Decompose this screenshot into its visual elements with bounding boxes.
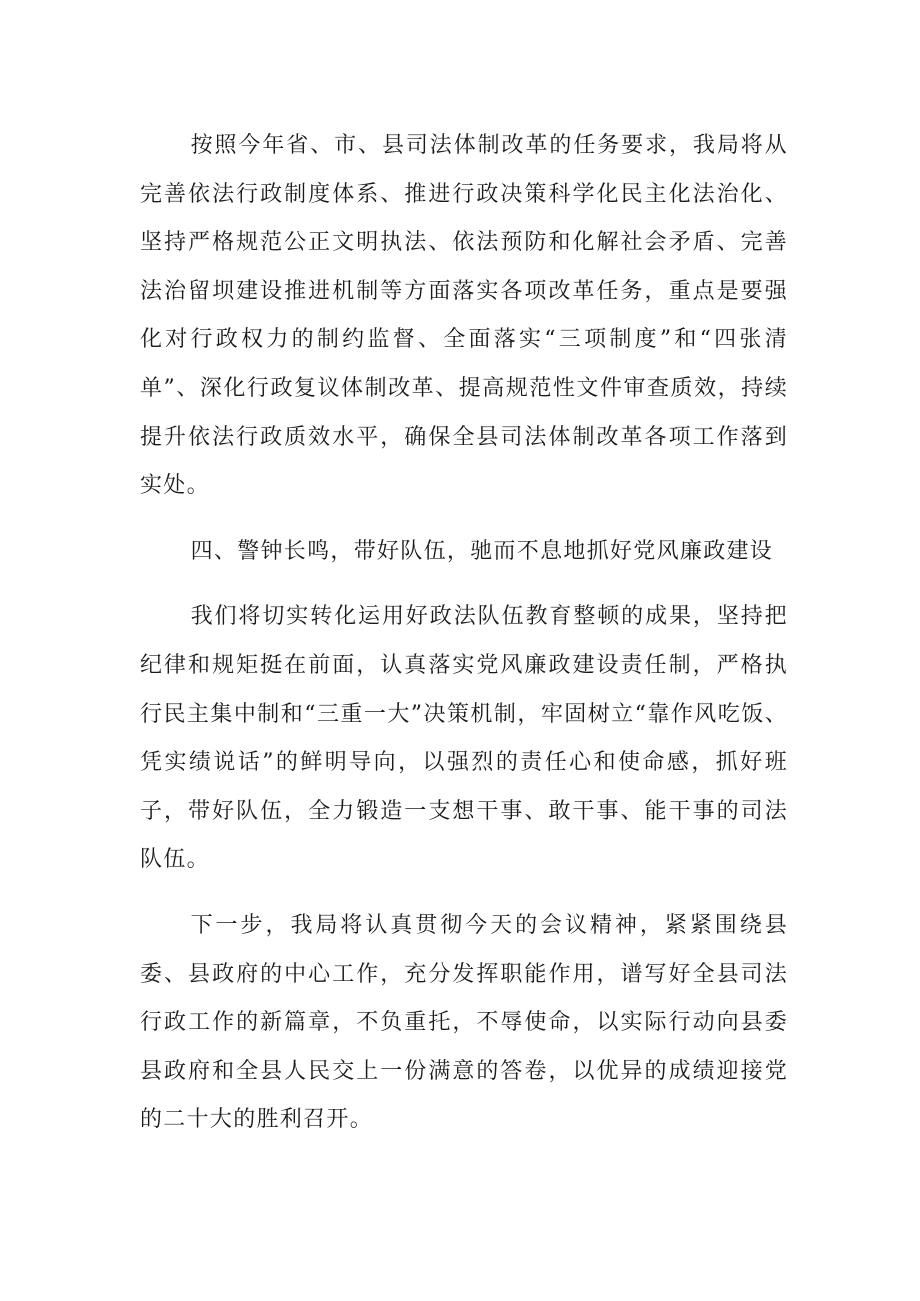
paragraph-team-discipline: 我们将切实转化运用好政法队伍教育整顿的成果，坚持把纪律和规矩挺在前面，认真落实党风廉政建设责任制，严格执行民主集中制和“三重一大”决策机制，牢固树立“靠作风吃饭、凭实绩说话”的鲜明导向，以强烈的责任心和使命感，抓好班子，带好队伍，全力锻造一支想干事、敢干事、能干事的司法队伍。 [140,604,788,873]
section-heading-party-conduct: 四、警钟长鸣，带好队伍，驰而不息地抓好党风廉政建设 [190,538,774,564]
paragraph-reform-tasks: 按照今年省、市、县司法体制改革的任务要求，我局将从完善依法行政制度体系、推进行政决策科学化民主化法治化、坚持严格规范公正文明执法、依法预防和化解社会矛盾、完善法治留坝建设推进机制等方面落实各项改革任务，重点是要强化对行政权力的制约监督、全面落实“三项制度”和“四张清单”、深化行政复议体制改革、提高规范性文件审查质效，持续提升依法行政质效水平，确保全县司法体制改革各项工作落到实处。 [140,133,788,499]
document-body [140,122,788,1145]
paragraph-next-steps: 下一步，我局将认真贯彻今天的会议精神，紧紧围绕县委、县政府的中心工作，充分发挥职能作用，谱写好全县司法行政工作的新篇章，不负重托，不辱使命，以实际行动向县委县政府和全县人民交上一份满意的答卷，以优异的成绩迎接党的二十大的胜利召开。 [140,912,788,1133]
